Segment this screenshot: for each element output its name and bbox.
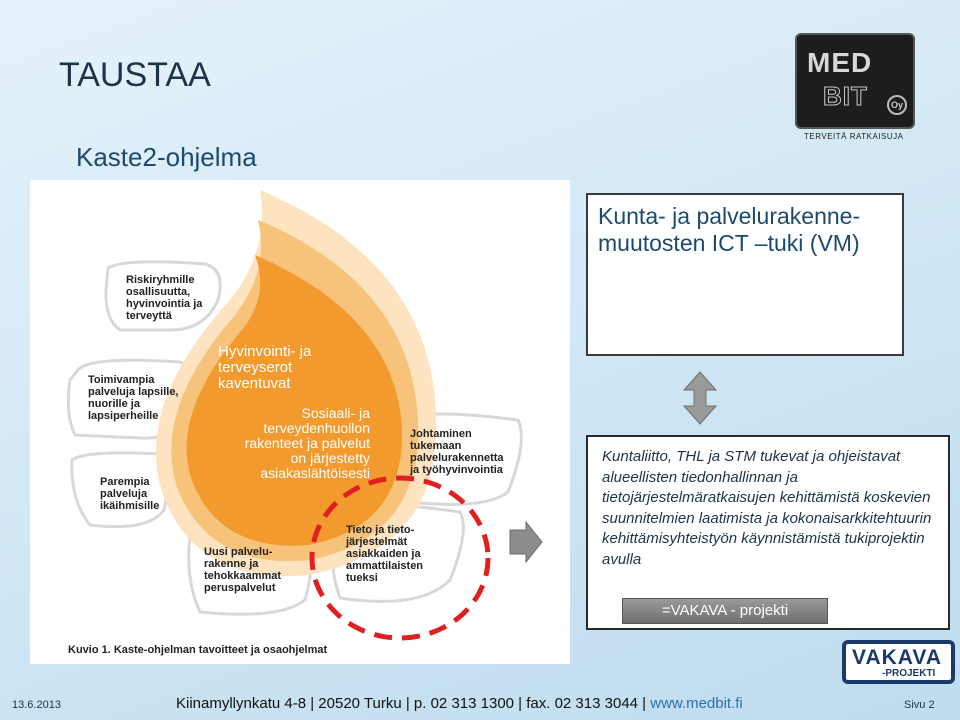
kuntaliitto-box [586,435,950,630]
vakava-logo [842,640,955,684]
double-arrow-icon [684,372,716,424]
vakava-logo-sub: -PROJEKTI [882,668,936,679]
label-flame-top: Hyvinvointi- ja terveyserot kaventuvat [218,343,312,392]
footer-url-link[interactable]: www.medbit.fi [650,695,743,712]
logo-word-bit: BIT [823,81,868,111]
figure-caption: Kuvio 1. Kaste-ohjelman tavoitteet ja osaohjelmat [68,644,328,656]
label-toimivampia: Toimivampia palveluja lapsille, nuorille ja lapsiperheille [88,374,179,422]
slide-title: TAUSTAA [59,56,211,94]
footer-address [176,695,743,712]
ict-support-text: Kunta- ja palvelurakenne-muutosten ICT –tuki (VM) [598,203,861,256]
vakava-project-button[interactable]: =VAKAVA - projekti [622,598,828,624]
kaste-figure [30,180,570,664]
medbit-logo [795,33,915,129]
logo-tagline: TERVEITÄ RATKAISUJA [804,132,904,141]
slide-subtitle: Kaste2-ohjelma [76,142,257,172]
logo-word-med: MED [807,47,873,78]
footer-address-text: Kiinamyllynkatu 4-8 | 20520 Turku | p. 02 313 1300 | fax. 02 313 3044 | [176,695,651,712]
kuntaliitto-text: Kuntaliitto, THL ja STM tukevat ja ohjeistavat alueellisten tiedonhallinnan ja tietojärjestelmäratkaisujen kehittämistä koskevien suunnitelmien laatimista ja kokonaisarkkitehtuurin kehittämisyhteistyön käynnistämistä tukiprojektin avulla [602,448,932,568]
footer-date: 13.6.2013 [12,699,61,711]
logo-oy: Oy [887,95,907,115]
footer-page-number: Sivu 2 [904,699,935,711]
ict-support-box [586,193,904,356]
label-parempia: Parempia palveluja ikäihmisille [100,476,160,512]
label-uusi: Uusi palvelu-rakenne ja tehokkaammat peruspalvelut [204,546,282,594]
vakava-logo-name: VAKAVA [852,646,942,669]
label-johtaminen: Johtaminen tukemaan palvelurakennetta ja työhyvinvointia [410,428,504,476]
label-tieto: Tieto ja tieto-järjestelmät asiakkaiden ja ammattilaisten tueksi [346,524,424,584]
label-riskiryhmille: Riskiryhmille osallisuutta, hyvinvointia ja terveyttä [126,274,203,322]
label-flame-bottom: Sosiaali- ja terveydenhuollon rakenteet ja palvelut on järjestetty asiakaslähtöisesti [244,405,370,481]
